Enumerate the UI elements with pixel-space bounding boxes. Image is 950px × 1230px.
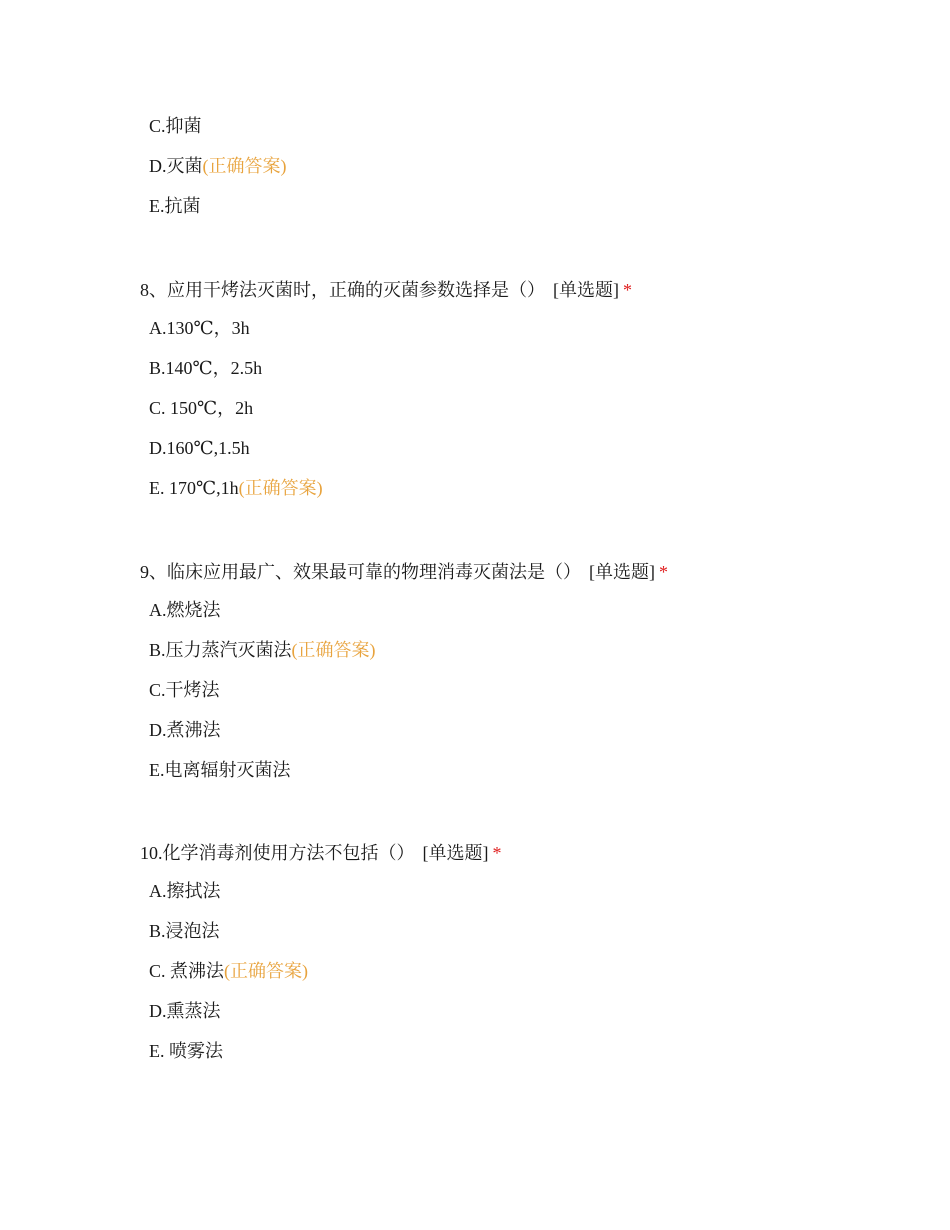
option-c bbox=[149, 959, 502, 983]
correct-answer-mark: (正确答案) bbox=[238, 478, 323, 498]
question-text: 8、应用干烤法灭菌时，正确的灭菌参数选择是（） bbox=[140, 280, 545, 300]
option-text: C.干烤法 bbox=[149, 680, 220, 700]
option-text: B.压力蒸汽灭菌法 bbox=[149, 640, 292, 660]
option-c bbox=[149, 396, 632, 420]
option-text: D.煮沸法 bbox=[149, 720, 221, 740]
question-title bbox=[140, 841, 502, 865]
previous-question-options bbox=[149, 114, 287, 234]
option-list bbox=[149, 879, 502, 1063]
question-type-label: [单选题] bbox=[553, 280, 619, 300]
option-c bbox=[149, 678, 668, 702]
option-a bbox=[149, 598, 668, 622]
question-text: 10.化学消毒剂使用方法不包括（） bbox=[140, 843, 415, 863]
option-b bbox=[149, 919, 502, 943]
correct-answer-mark: (正确答案) bbox=[202, 156, 287, 176]
option-d bbox=[149, 999, 502, 1023]
option-e bbox=[149, 476, 632, 500]
question-10 bbox=[140, 841, 502, 1079]
question-8 bbox=[140, 278, 632, 516]
question-9 bbox=[140, 560, 668, 798]
option-list bbox=[149, 598, 668, 782]
required-star: * bbox=[492, 843, 502, 863]
option-text: C. 150℃，2h bbox=[149, 398, 254, 418]
correct-answer-mark: (正确答案) bbox=[291, 640, 376, 660]
option-a bbox=[149, 316, 632, 340]
option-b bbox=[149, 356, 632, 380]
question-text: 9、临床应用最广、效果最可靠的物理消毒灭菌法是（） bbox=[140, 562, 581, 582]
option-list bbox=[149, 316, 632, 500]
option-e bbox=[149, 194, 287, 218]
option-text: C. 煮沸法 bbox=[149, 961, 225, 981]
question-title bbox=[140, 278, 632, 302]
option-text: D.灭菌 bbox=[149, 156, 203, 176]
option-text: C.抑菌 bbox=[149, 116, 202, 136]
question-title bbox=[140, 560, 668, 584]
required-star: * bbox=[623, 280, 632, 300]
option-text: D.160℃,1.5h bbox=[149, 438, 250, 458]
option-b bbox=[149, 638, 668, 662]
option-text: D.熏蒸法 bbox=[149, 1001, 221, 1021]
correct-answer-mark: (正确答案) bbox=[224, 961, 309, 981]
option-text: B.140℃，2.5h bbox=[149, 358, 263, 378]
option-text: E.电离辐射灭菌法 bbox=[149, 760, 291, 780]
option-d bbox=[149, 718, 668, 742]
question-type-label: [单选题] bbox=[422, 843, 489, 863]
option-d bbox=[149, 436, 632, 460]
option-e bbox=[149, 758, 668, 782]
option-text: A.燃烧法 bbox=[149, 600, 221, 620]
option-text: B.浸泡法 bbox=[149, 921, 220, 941]
option-text: E.抗菌 bbox=[149, 196, 201, 216]
option-text: E. 170℃,1h bbox=[149, 478, 239, 498]
option-text: E. 喷雾法 bbox=[149, 1041, 223, 1061]
question-type-label: [单选题] bbox=[589, 562, 655, 582]
required-star: * bbox=[659, 562, 668, 582]
option-text: A.130℃，3h bbox=[149, 318, 250, 338]
option-text: A.擦拭法 bbox=[149, 881, 221, 901]
option-e bbox=[149, 1039, 502, 1063]
option-d bbox=[149, 154, 287, 178]
option-c bbox=[149, 114, 287, 138]
option-a bbox=[149, 879, 502, 903]
